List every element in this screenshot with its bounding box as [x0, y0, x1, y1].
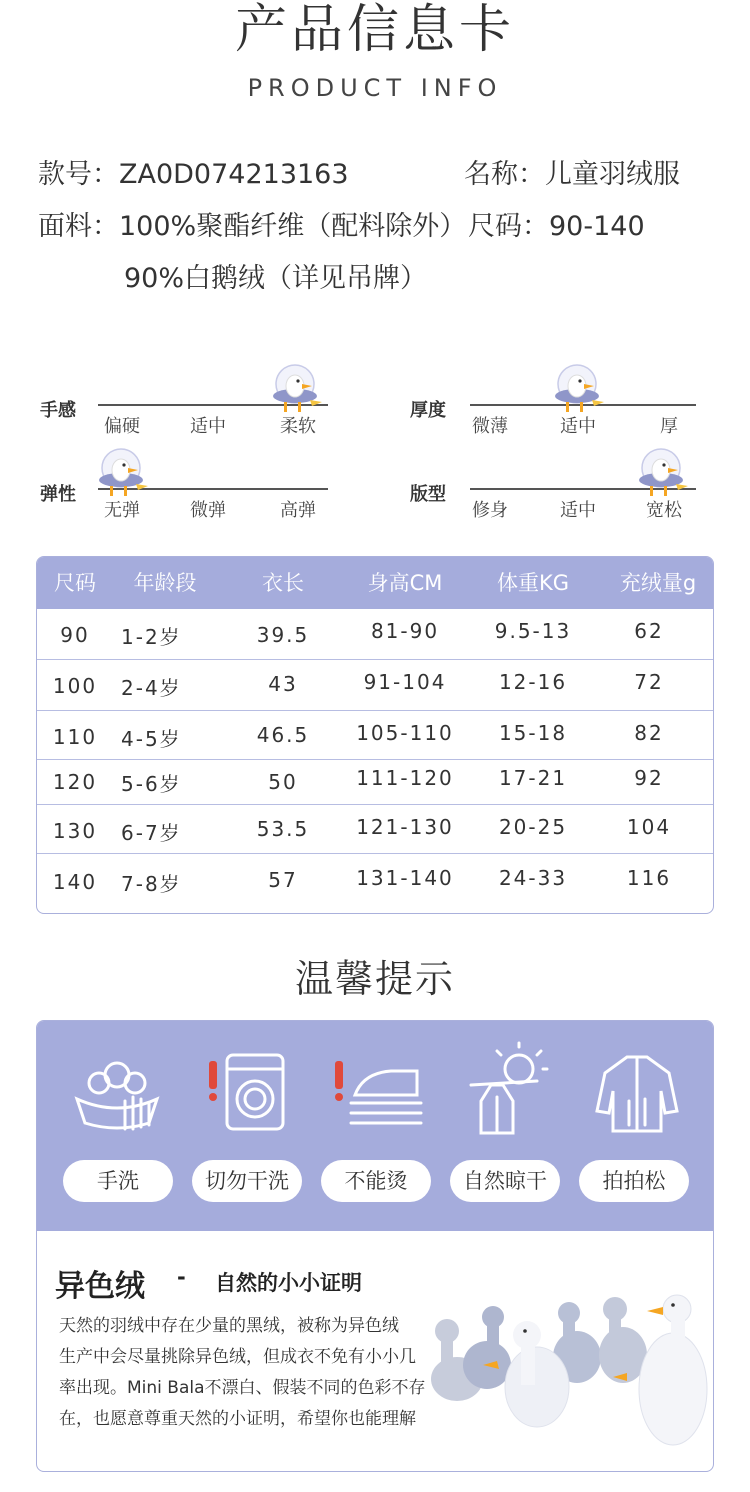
page-subtitle: PRODUCT INFO — [247, 74, 503, 102]
rating-label-elasticity: 弹性 — [40, 484, 76, 505]
hand-wash-icon — [67, 1041, 167, 1141]
care-air-dry: 自然晾干 — [450, 1160, 560, 1202]
tips-panel — [36, 1020, 714, 1472]
rating-option: 宽松 — [646, 500, 682, 521]
th-length: 衣长 — [262, 571, 304, 595]
rating-label-fit: 版型 — [410, 484, 446, 505]
pat-fluffy-icon — [587, 1041, 687, 1141]
cell: 92 — [634, 766, 664, 790]
geese-illustration — [427, 1269, 713, 1471]
cell: 116 — [626, 866, 672, 890]
rating-label-touch: 手感 — [40, 400, 76, 421]
cell: 4-5岁 — [121, 727, 182, 751]
rating-label-thickness: 厚度 — [410, 400, 446, 421]
rating-option: 厚 — [660, 416, 678, 437]
style-number: 款号：ZA0D074213163 — [38, 159, 349, 190]
cell: 9.5-13 — [494, 619, 572, 643]
th-age: 年龄段 — [133, 571, 197, 595]
care-pat-fluffy: 拍拍松 — [579, 1160, 689, 1202]
rating-option: 微弹 — [190, 500, 226, 521]
cell: 140 — [52, 870, 98, 894]
cell: 1-2岁 — [121, 625, 182, 649]
feature-description — [59, 1311, 449, 1435]
rating-option: 柔软 — [280, 416, 316, 437]
cell: 50 — [268, 770, 298, 794]
cell: 5-6岁 — [121, 772, 182, 796]
cell: 15-18 — [498, 721, 568, 745]
cell: 110 — [52, 725, 98, 749]
care-no-iron: 不能烫 — [321, 1160, 431, 1202]
rating-option: 高弹 — [280, 500, 316, 521]
duck-marker-icon — [634, 446, 688, 500]
th-weight: 体重KG — [496, 571, 570, 595]
table-row — [37, 854, 713, 912]
size-range: 尺码：90-140 — [468, 211, 645, 242]
cell: 7-8岁 — [121, 872, 182, 896]
cell: 57 — [268, 868, 298, 892]
rating-option: 适中 — [560, 500, 596, 521]
cell: 39.5 — [256, 623, 310, 647]
rating-option: 无弹 — [104, 500, 140, 521]
table-row — [37, 760, 713, 805]
cell: 82 — [634, 721, 664, 745]
no-dry-clean-icon — [197, 1041, 297, 1141]
th-height: 身高CM — [367, 571, 443, 595]
no-iron-icon — [327, 1041, 427, 1141]
size-table — [36, 556, 714, 914]
product-name: 名称：儿童羽绒服 — [464, 159, 680, 190]
cell: 121-130 — [356, 815, 454, 839]
rating-option: 适中 — [560, 416, 596, 437]
filling: 90%白鹅绒（详见吊牌） — [124, 263, 428, 294]
cell: 20-25 — [498, 815, 568, 839]
duck-marker-icon — [94, 446, 148, 500]
feature-line: 生产中会尽量挑除异色绒，但成衣不免有小小几 — [59, 1347, 416, 1367]
tips-title: 温馨提示 — [294, 957, 455, 1001]
fabric: 面料：100%聚酯纤维（配料除外） — [38, 211, 467, 242]
cell: 24-33 — [498, 866, 568, 890]
cell: 120 — [52, 770, 98, 794]
rating-option: 微薄 — [472, 416, 508, 437]
cell: 100 — [52, 674, 98, 698]
feature-dash: - — [177, 1265, 186, 1289]
cell: 130 — [52, 819, 98, 843]
table-row — [37, 609, 713, 660]
cell: 81-90 — [370, 619, 440, 643]
cell: 104 — [626, 815, 672, 839]
feature-line: 在，也愿意尊重天然的小证明，希望你也能理解 — [59, 1409, 416, 1429]
table-row — [37, 711, 713, 760]
table-header — [37, 557, 713, 609]
th-size: 尺码 — [54, 571, 96, 595]
feature-line: 天然的羽绒中存在少量的黑绒，被称为异色绒 — [59, 1316, 399, 1336]
cell: 62 — [634, 619, 664, 643]
cell: 12-16 — [498, 670, 568, 694]
cell: 131-140 — [356, 866, 454, 890]
duck-marker-icon — [550, 362, 604, 416]
cell: 72 — [634, 670, 664, 694]
cell: 43 — [268, 672, 298, 696]
cell: 53.5 — [256, 817, 310, 841]
care-icons-band — [37, 1021, 713, 1231]
cell: 46.5 — [256, 723, 310, 747]
cell: 105-110 — [356, 721, 454, 745]
table-row — [37, 660, 713, 711]
cell: 6-7岁 — [121, 821, 182, 845]
rating-option: 适中 — [190, 416, 226, 437]
cell: 90 — [60, 623, 90, 647]
cell: 17-21 — [498, 766, 568, 790]
cell: 111-120 — [356, 766, 454, 790]
duck-marker-icon — [268, 362, 322, 416]
care-no-dry-clean: 切勿干洗 — [192, 1160, 302, 1202]
cell: 91-104 — [363, 670, 447, 694]
rating-option: 修身 — [472, 500, 508, 521]
th-down: 充绒量g — [619, 571, 697, 595]
feature-subtitle: 自然的小小证明 — [215, 1271, 362, 1295]
air-dry-icon — [457, 1041, 557, 1141]
table-row — [37, 805, 713, 854]
cell: 2-4岁 — [121, 676, 182, 700]
rating-option: 偏硬 — [104, 416, 140, 437]
feature-title: 异色绒 — [55, 1269, 145, 1304]
feature-line: 率出现。Mini Bala不漂白、假装不同的色彩不存 — [59, 1378, 426, 1398]
care-hand-wash: 手洗 — [63, 1160, 173, 1202]
page-title: 产品信息卡 — [234, 0, 515, 60]
